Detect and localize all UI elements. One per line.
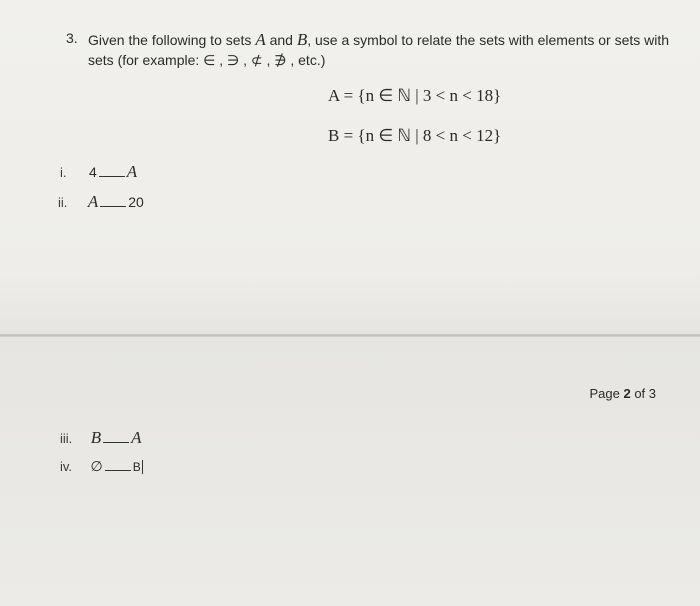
item-right: 20: [128, 194, 144, 210]
item-label: i.: [60, 165, 67, 180]
item-left: ∅: [90, 458, 103, 474]
item-label: iii.: [60, 431, 73, 446]
question-number: 3.: [66, 30, 78, 46]
item-left: B: [90, 428, 102, 447]
answer-blank[interactable]: [105, 458, 131, 471]
page-suffix: of 3: [630, 386, 656, 401]
question-text-line2: sets (for example: ∈ , ∋ , ⊄ , ∌ , etc.): [88, 52, 326, 68]
item-right: A: [131, 428, 142, 447]
question-text-c: , use a symbol to relate the sets with elements or sets with: [307, 32, 670, 48]
question-text-b: and: [265, 32, 297, 48]
text-cursor: [142, 460, 143, 474]
item-label: ii.: [58, 195, 68, 210]
item-iii: [60, 428, 142, 448]
item-label: iv.: [60, 459, 73, 474]
answer-blank[interactable]: [103, 430, 129, 443]
set-a-definition: A = {n ∈ ℕ | 3 < n < 18}: [328, 86, 502, 105]
variable-a: A: [255, 30, 266, 49]
page-divider: [0, 334, 700, 337]
variable-b: B: [296, 30, 308, 49]
item-i: [60, 162, 137, 182]
page-prefix: Page: [589, 386, 624, 401]
item-left: A: [87, 192, 99, 211]
answer-blank[interactable]: [100, 194, 126, 207]
page-current: 2: [623, 386, 631, 401]
item-right: A: [126, 162, 138, 181]
page-indicator: [589, 386, 656, 401]
item-left: 4: [88, 164, 97, 180]
set-b-definition: B = {n ∈ ℕ | 8 < n < 12}: [328, 126, 502, 145]
item-ii: [58, 192, 144, 212]
answer-blank[interactable]: [99, 164, 125, 177]
question-text-a: Given the following to sets: [88, 32, 256, 48]
question-text-line1: [88, 30, 669, 50]
item-iv: [60, 458, 143, 476]
item-right: B: [132, 460, 141, 474]
